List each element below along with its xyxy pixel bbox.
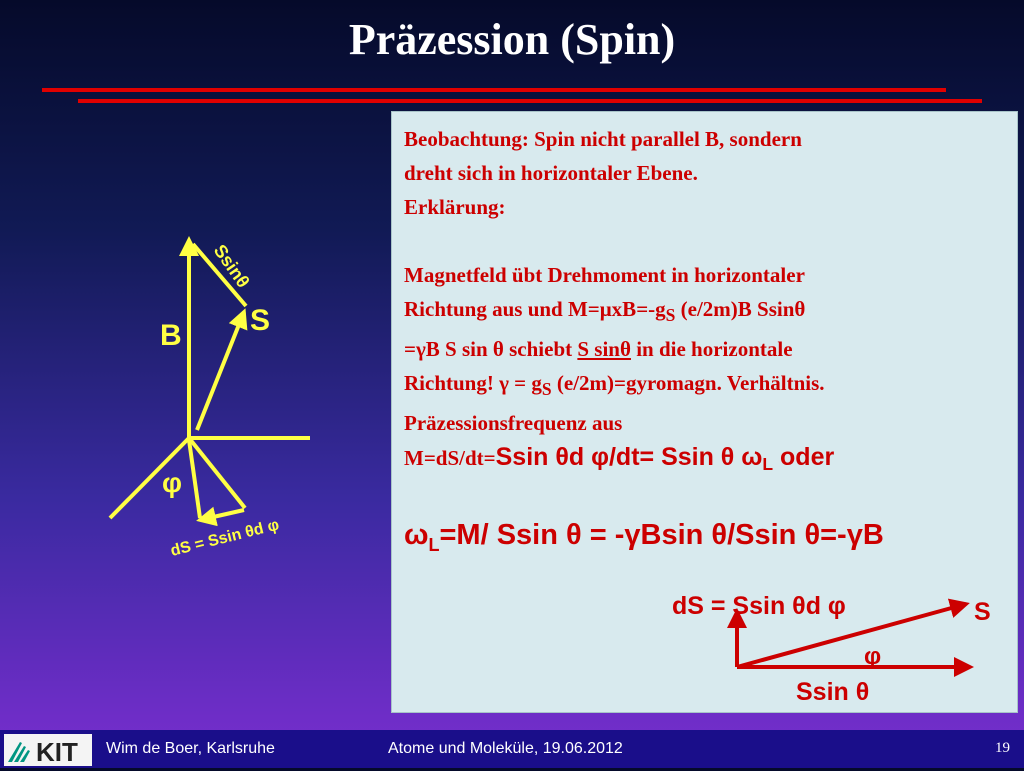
blank-line bbox=[404, 224, 1004, 258]
blank-line-2 bbox=[404, 482, 1004, 516]
right-vector-diagram bbox=[660, 580, 1010, 710]
kit-logo bbox=[4, 734, 92, 766]
omega-formula: $\omega_L=M/$ Ssin θ = -γBsin θ/Ssin θ=-γB bbox=[404, 518, 884, 555]
label-phi: φ bbox=[162, 467, 183, 498]
text-line-8: Präzessionsfrequenz aus bbox=[404, 411, 623, 436]
text-line-6: =γB S sin θ schiebt S sinθ in die horizontale bbox=[404, 337, 793, 362]
footer-author: Wim de Boer, Karlsruhe bbox=[106, 740, 275, 757]
page-number: 19 bbox=[995, 740, 1010, 756]
logo-text: KIT bbox=[36, 737, 78, 766]
title-divider-top bbox=[42, 88, 946, 92]
left-precession-diagram bbox=[90, 225, 380, 565]
text-line-9: M=dS/dt=Ssin θd φ/dt= Ssin θ $\omega_L$ oder bbox=[404, 443, 835, 475]
text-line-4: Magnetfeld übt Drehmoment in horizontaler bbox=[404, 263, 805, 287]
spin-arrow bbox=[197, 312, 244, 430]
slide-title: Präzession (Spin) bbox=[348, 15, 676, 64]
label-ssin-theta: Ssinθ bbox=[209, 240, 254, 292]
label-s-right: S bbox=[974, 598, 991, 626]
label-ds-right: dS = Ssin θd φ bbox=[672, 592, 846, 620]
footer-course: Atome und Moleküle, 19.06.2012 bbox=[388, 740, 623, 757]
label-s: S bbox=[250, 304, 271, 337]
text-line-2: dreht sich in horizontaler Ebene. bbox=[404, 161, 698, 185]
explanation-text bbox=[404, 122, 1004, 563]
label-ds-left: dS = Ssin θd φ bbox=[168, 516, 281, 560]
title-divider-bottom bbox=[78, 99, 982, 103]
label-phi-right: φ bbox=[864, 643, 882, 670]
label-b: B bbox=[160, 319, 182, 352]
text-line-5: Richtung aus und $M=\mu xB=-g_S$ (e/2m)B Ssinθ bbox=[404, 297, 806, 326]
label-ssin-right: Ssin θ bbox=[796, 678, 870, 706]
text-line-3: Erklärung: bbox=[404, 195, 506, 219]
text-line-7: Richtung! $\gamma = g_S$ (e/2m)=gyromagn. Verhältnis. bbox=[404, 371, 825, 400]
text-line-1: Beobachtung: Spin nicht parallel B, sondern bbox=[404, 127, 802, 151]
ds-arrow bbox=[200, 510, 244, 520]
footer-bar bbox=[0, 730, 1024, 768]
